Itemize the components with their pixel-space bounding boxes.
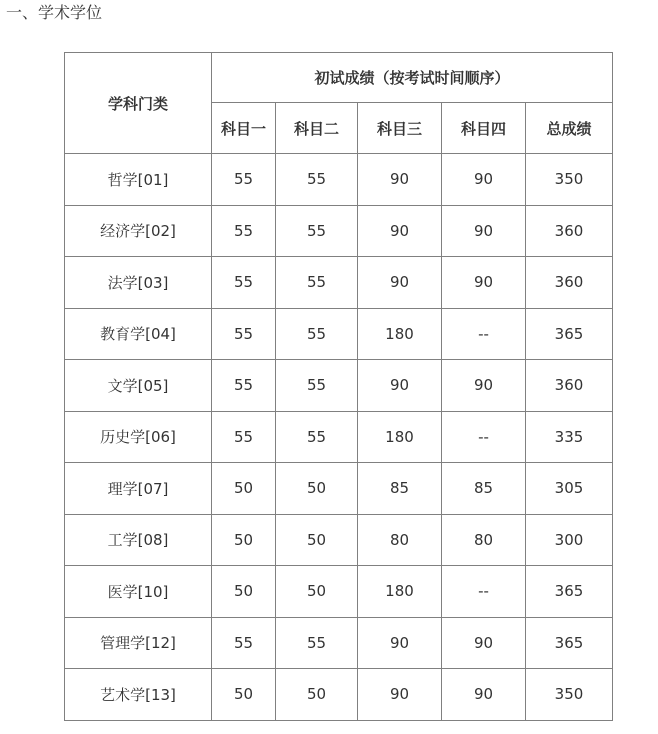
score-cell: 90	[442, 205, 526, 257]
total-score-cell: 360	[526, 360, 613, 412]
score-cell: 55	[212, 617, 276, 669]
score-cell: 55	[212, 360, 276, 412]
category-cell: 法学[03]	[65, 257, 212, 309]
score-cell: 180	[358, 308, 442, 360]
subject-header: 科目一	[212, 103, 276, 154]
category-cell: 医学[10]	[65, 566, 212, 618]
table-row	[65, 154, 613, 206]
section-title: 一、学术学位	[6, 3, 103, 22]
table-row	[65, 514, 613, 566]
category-cell: 工学[08]	[65, 514, 212, 566]
total-score-cell: 365	[526, 617, 613, 669]
score-cell: 80	[442, 514, 526, 566]
subject-header: 科目二	[276, 103, 358, 154]
category-cell: 文学[05]	[65, 360, 212, 412]
subject-header: 科目四	[442, 103, 526, 154]
score-cell: 90	[442, 617, 526, 669]
category-cell: 教育学[04]	[65, 308, 212, 360]
score-cell: 50	[276, 566, 358, 618]
score-cell: 55	[276, 411, 358, 463]
score-cell: 85	[358, 463, 442, 515]
score-table-body	[65, 154, 613, 721]
score-cell: 55	[212, 308, 276, 360]
table-row	[65, 360, 613, 412]
score-cell: 50	[276, 669, 358, 721]
score-cell: 90	[358, 257, 442, 309]
score-cell: 90	[442, 360, 526, 412]
category-header: 学科门类	[65, 53, 212, 154]
score-cell: 90	[358, 205, 442, 257]
table-row	[65, 308, 613, 360]
category-cell: 理学[07]	[65, 463, 212, 515]
score-cell: --	[442, 411, 526, 463]
score-cell: 90	[442, 257, 526, 309]
total-score-cell: 360	[526, 205, 613, 257]
score-cell: 180	[358, 566, 442, 618]
category-cell: 管理学[12]	[65, 617, 212, 669]
score-cell: 55	[212, 257, 276, 309]
score-cell: 55	[276, 205, 358, 257]
table-row	[65, 463, 613, 515]
score-cell: 50	[212, 669, 276, 721]
score-cell: 55	[276, 154, 358, 206]
table-row	[65, 566, 613, 618]
score-cell: 55	[276, 257, 358, 309]
table-row	[65, 669, 613, 721]
category-cell: 哲学[01]	[65, 154, 212, 206]
category-cell: 艺术学[13]	[65, 669, 212, 721]
score-cell: 90	[358, 154, 442, 206]
score-cell: 90	[442, 154, 526, 206]
score-cell: 50	[212, 566, 276, 618]
subject-header: 科目三	[358, 103, 442, 154]
score-cell: 55	[276, 360, 358, 412]
category-cell: 经济学[02]	[65, 205, 212, 257]
total-header: 总成绩	[526, 103, 613, 154]
score-cell: --	[442, 308, 526, 360]
score-cell: 55	[212, 205, 276, 257]
total-score-cell: 360	[526, 257, 613, 309]
score-cell: 90	[442, 669, 526, 721]
total-score-cell: 305	[526, 463, 613, 515]
total-score-cell: 350	[526, 154, 613, 206]
score-cell: 50	[212, 514, 276, 566]
total-score-cell: 365	[526, 308, 613, 360]
table-row	[65, 257, 613, 309]
score-cell: 55	[276, 617, 358, 669]
score-cell: 85	[442, 463, 526, 515]
total-score-cell: 300	[526, 514, 613, 566]
total-score-cell: 365	[526, 566, 613, 618]
group-header: 初试成绩（按考试时间顺序）	[212, 53, 613, 103]
score-cell: 90	[358, 360, 442, 412]
score-table	[64, 52, 613, 721]
score-cell: 55	[212, 411, 276, 463]
category-cell: 历史学[06]	[65, 411, 212, 463]
score-cell: 90	[358, 669, 442, 721]
score-cell: 50	[276, 514, 358, 566]
total-score-cell: 350	[526, 669, 613, 721]
score-cell: 50	[212, 463, 276, 515]
score-cell: 55	[212, 154, 276, 206]
score-cell: 90	[358, 617, 442, 669]
score-cell: 50	[276, 463, 358, 515]
score-cell: 80	[358, 514, 442, 566]
table-row	[65, 617, 613, 669]
total-score-cell: 335	[526, 411, 613, 463]
table-row	[65, 205, 613, 257]
table-row	[65, 411, 613, 463]
score-cell: 55	[276, 308, 358, 360]
score-cell: --	[442, 566, 526, 618]
score-cell: 180	[358, 411, 442, 463]
